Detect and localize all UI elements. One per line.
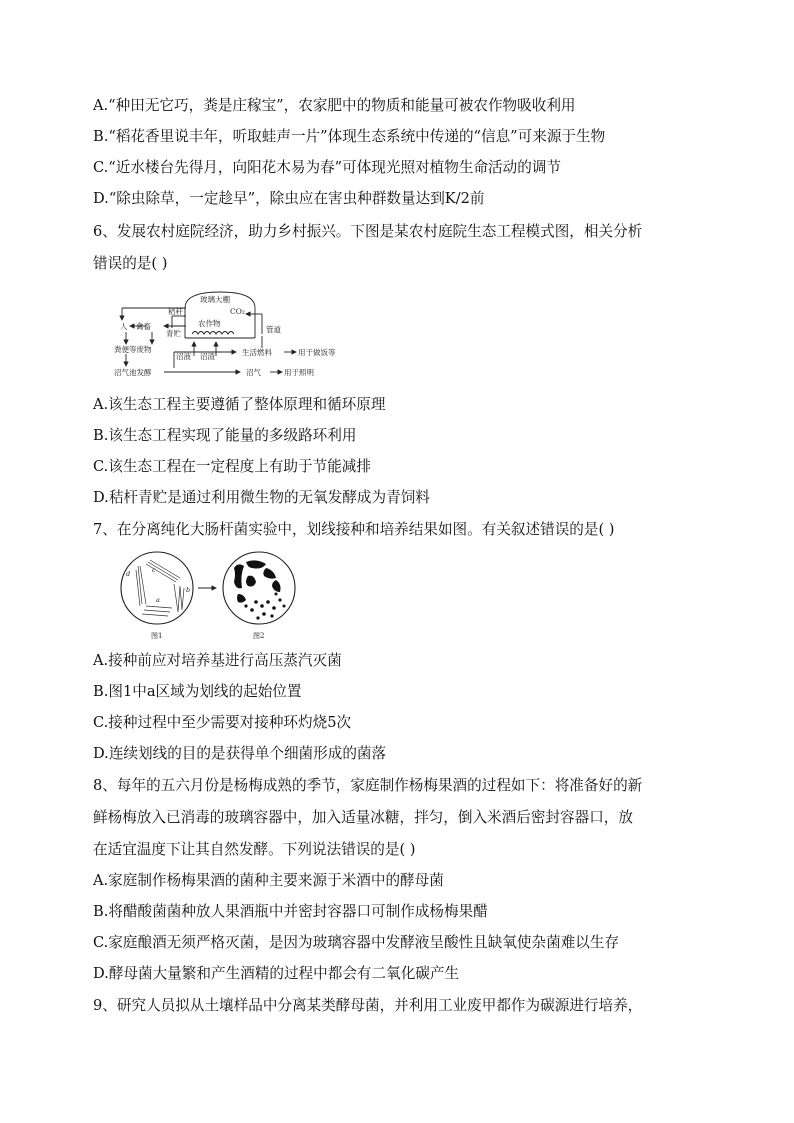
q5-option-b: B.“稻花香里说丰年，听取蛙声一片”体现生态系统中传递的“信息”可来源于生物 [93, 128, 606, 145]
label-crops: 农作物 [198, 319, 221, 328]
label-waste: 粪便等废物 [114, 345, 152, 354]
q6-option-c: C.该生态工程在一定程度上有助于节能减排 [93, 458, 371, 475]
label-co2: CO₂ [230, 307, 245, 316]
label-cooking: 用于做饭等 [298, 348, 336, 357]
fig1-label: 图1 [151, 632, 163, 640]
plate-1 [121, 552, 193, 624]
q8-stem-line2: 鲜杨梅放入已消毒的玻璃容器中，加入适量冰糖，拌匀，倒入米酒后密封容器口，放 [93, 809, 633, 826]
streak-plate-svg [116, 546, 306, 642]
q5-option-a: A.“种田无它巧，粪是庄稼宝”，农家肥中的物质和能量可被农作物吸收利用 [93, 97, 576, 114]
streak-plate-figure [116, 546, 306, 642]
region-a-label: a [156, 596, 160, 604]
region-c-label: c [152, 566, 156, 574]
region-d-label: d [126, 570, 131, 578]
q5-option-d: D.“除虫除草，一定趁早”，除虫应在害虫种群数量达到K/2前 [93, 190, 485, 207]
q8-stem-line3: 在适宜温度下让其自然发酵。下列说法错误的是( ) [93, 841, 416, 858]
label-biogas-liquid: 沼液 [176, 352, 191, 361]
label-greenhouse: 玻璃大棚 [200, 295, 230, 304]
label-straw: 秸秆 [168, 307, 183, 316]
q7-option-a: A.接种前应对培养基进行高压蒸汽灭菌 [93, 652, 342, 669]
q6-option-b: B.该生态工程实现了能量的多级路环利用 [93, 427, 357, 444]
label-silage: 青贮 [166, 329, 181, 338]
q9-stem: 9、研究人员拟从土壤样品中分离某类酵母菌，并利用工业废甲都作为碳源进行培养， [93, 997, 643, 1014]
label-pipe: 管道 [266, 325, 281, 334]
colonies [234, 560, 286, 619]
region-b-label: b [186, 586, 191, 594]
label-fuel: 生活燃料 [242, 348, 272, 357]
label-livestock: 禽畜 [136, 322, 151, 331]
streak-lines [136, 560, 184, 616]
q7-stem: 7、在分离纯化大肠杆菌实验中，划线接种和培养结果如图。有关叙述错误的是( ) [93, 521, 615, 538]
q7-option-b: B.图1中a区域为划线的起始位置 [93, 683, 302, 700]
q8-option-b: B.将醋酸菌菌种放人果酒瓶中并密封容器口可制作成杨梅果醋 [93, 903, 488, 920]
q5-option-c: C.“近水楼台先得月，向阳花木易为春”可体现光照对植物生命活动的调节 [93, 159, 562, 176]
q6-stem-line2: 错误的是( ) [93, 255, 168, 272]
fig2-label: 图2 [253, 632, 265, 640]
label-biogas: 沼气 [246, 368, 261, 377]
crop-squiggle [192, 332, 234, 335]
q6-option-d: D.秸杆青贮是通过利用微生物的无氧发酵成为青饲料 [93, 489, 430, 506]
q7-option-c: C.接种过程中至少需要对接种环灼烧5次 [93, 714, 352, 731]
q6-stem-line1: 6、发展农村庭院经济，助力乡村振兴。下图是某农村庭院生态工程模式图，相关分析 [93, 223, 643, 240]
label-person: 人 [120, 322, 128, 331]
q8-stem-line1: 8、每年的五六月份是杨梅成熟的季节，家庭制作杨梅果酒的过程如下：将准备好的新 [93, 777, 643, 794]
eco-engineering-diagram [112, 286, 362, 386]
q8-option-d: D.酵母菌大量繁和产生酒精的过程中都会有二氧化碳产生 [93, 965, 460, 982]
q8-option-c: C.家庭酿酒无须严格灭菌，是因为玻璃容器中发酵液呈酸性且缺氧使杂菌难以生存 [93, 934, 620, 951]
label-biogas-residue: 沼渣 [200, 352, 215, 361]
q6-option-a: A.该生态工程主要遵循了整体原理和循环原理 [93, 396, 386, 413]
q7-option-d: D.连续划线的目的是获得单个细菌形成的菌落 [93, 745, 387, 762]
eco-diagram-svg [112, 286, 362, 386]
label-lighting: 用于照明 [284, 368, 314, 377]
label-digester: 沼气池发酵 [114, 368, 152, 377]
q8-option-a: A.家庭制作杨梅果酒的菌种主要来源于米酒中的酵母菌 [93, 872, 444, 889]
